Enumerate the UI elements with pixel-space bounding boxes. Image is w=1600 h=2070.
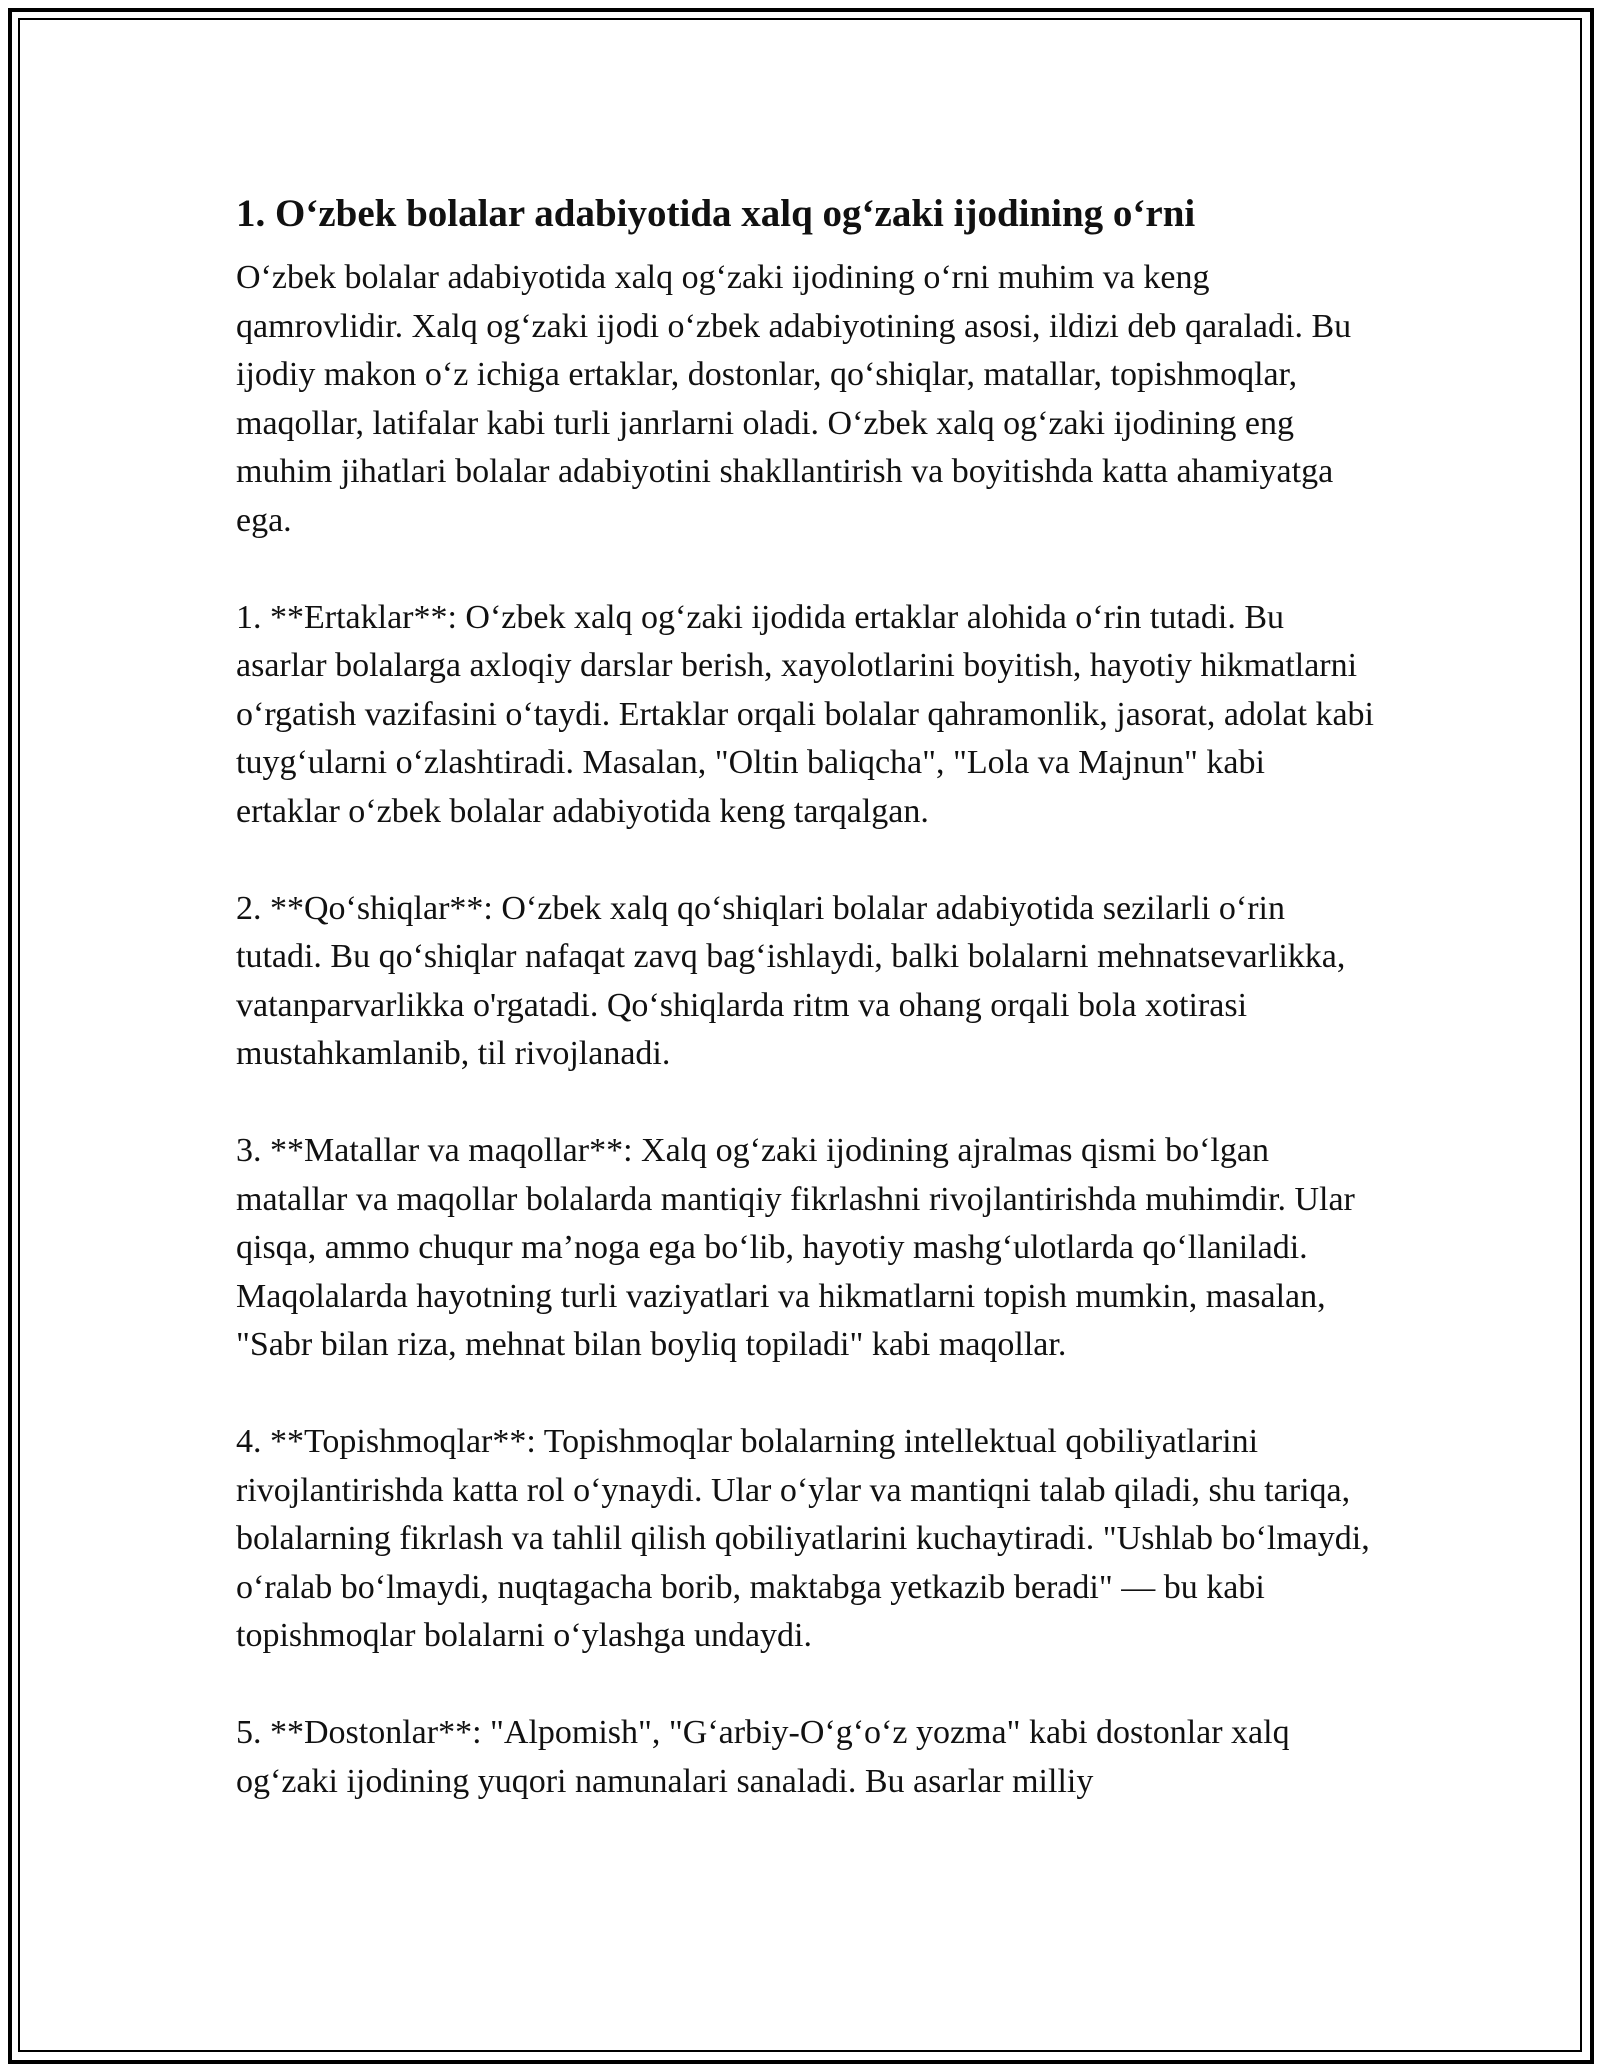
paragraph-ertaklar: 1. **Ertaklar**: O‘zbek xalq og‘zaki ijodida ertaklar alohida o‘rin tutadi. Bu asarlar bolalarga axloqiy darslar berish, xayolotlarini boyitish, hayotiy hikmatlarni o‘rgatish vazifasini o‘taydi. Ertaklar orqali bolalar qahramonlik, jasorat, adolat kabi tuyg‘ularni o‘zlashtiradi. Masalan, "Oltin baliqcha", "Lola va Majnun" kabi ertaklar o‘zbek bolalar adabiyotida keng tarqalgan. — [236, 598, 1374, 830]
document-page — [236, 186, 1376, 1855]
paragraph-qoshiqlar: 2. **Qo‘shiqlar**: O‘zbek xalq qo‘shiqlari bolalar adabiyotida sezilarli o‘rin tutadi. Bu qo‘shiqlar nafaqat zavq bag‘ishlaydi, balki bolalarni mehnatsevarlikka, vatanparvarlikka o'rgatadi. Qo‘shiqlarda ritm va ohang orqali bola xotirasi mustahkamlanib, til rivojlanadi. — [236, 889, 1346, 1072]
paragraph-intro: O‘zbek bolalar adabiyotida xalq og‘zaki ijodining o‘rni muhim va keng qamrovlidir. Xalq og‘zaki ijodi o‘zbek adabiyotining asosi, ildizi deb qaraladi. Bu ijodiy makon o‘z ichiga ertaklar, dostonlar, qo‘shiqlar, matallar, topishmoqlar, maqollar, latifalar kabi turli janrlarni oladi. O‘zbek xalq og‘zaki ijodining eng muhim jihatlari bolalar adabiyotini shakllantirish va boyitishda katta ahamiyatga ega. — [236, 259, 1352, 539]
document-title: 1. O‘zbek bolalar adabiyotida xalq og‘zaki ijodining o‘rni — [236, 192, 1196, 235]
paragraph-topishmoqlar: 4. **Topishmoqlar**: Topishmoqlar bolalarning intellektual qobiliyatlarini rivojlantirishda katta rol o‘ynaydi. Ular o‘ylar va mantiqni talab qiladi, shu tariqa, bolalarning fikrlash va tahlil qilish qobiliyatlarini kuchaytiradi. "Ushlab bo‘lmaydi, o‘ralab bo‘lmaydi, nuqtagacha borib, maktabga yetkazib beradi" — bu kabi topishmoqlar bolalarni o‘ylashga undaydi. — [236, 1423, 1370, 1654]
paragraph-dostonlar: 5. **Dostonlar**: "Alpomish", "G‘arbiy-O‘g‘o‘z yozma" kabi dostonlar xalq og‘zaki ijodining yuqori namunalari sanaladi. Bu asarlar milliy — [236, 1714, 1290, 1800]
paragraph-matallar: 3. **Matallar va maqollar**: Xalq og‘zaki ijodining ajralmas qismi bo‘lgan matallar va maqollar bolalarda mantiqiy fikrlashni rivojlantirishda muhimdir. Ular qisqa, ammo chuqur ma’noga ega bo‘lib, hayotiy mashg‘ulotlarda qo‘llaniladi. Maqolalarda hayotning turli vaziyatlari va hikmatlarni topish mumkin, masalan, "Sabr bilan riza, mehnat bilan boyliq topiladi" kabi maqollar. — [236, 1132, 1355, 1363]
